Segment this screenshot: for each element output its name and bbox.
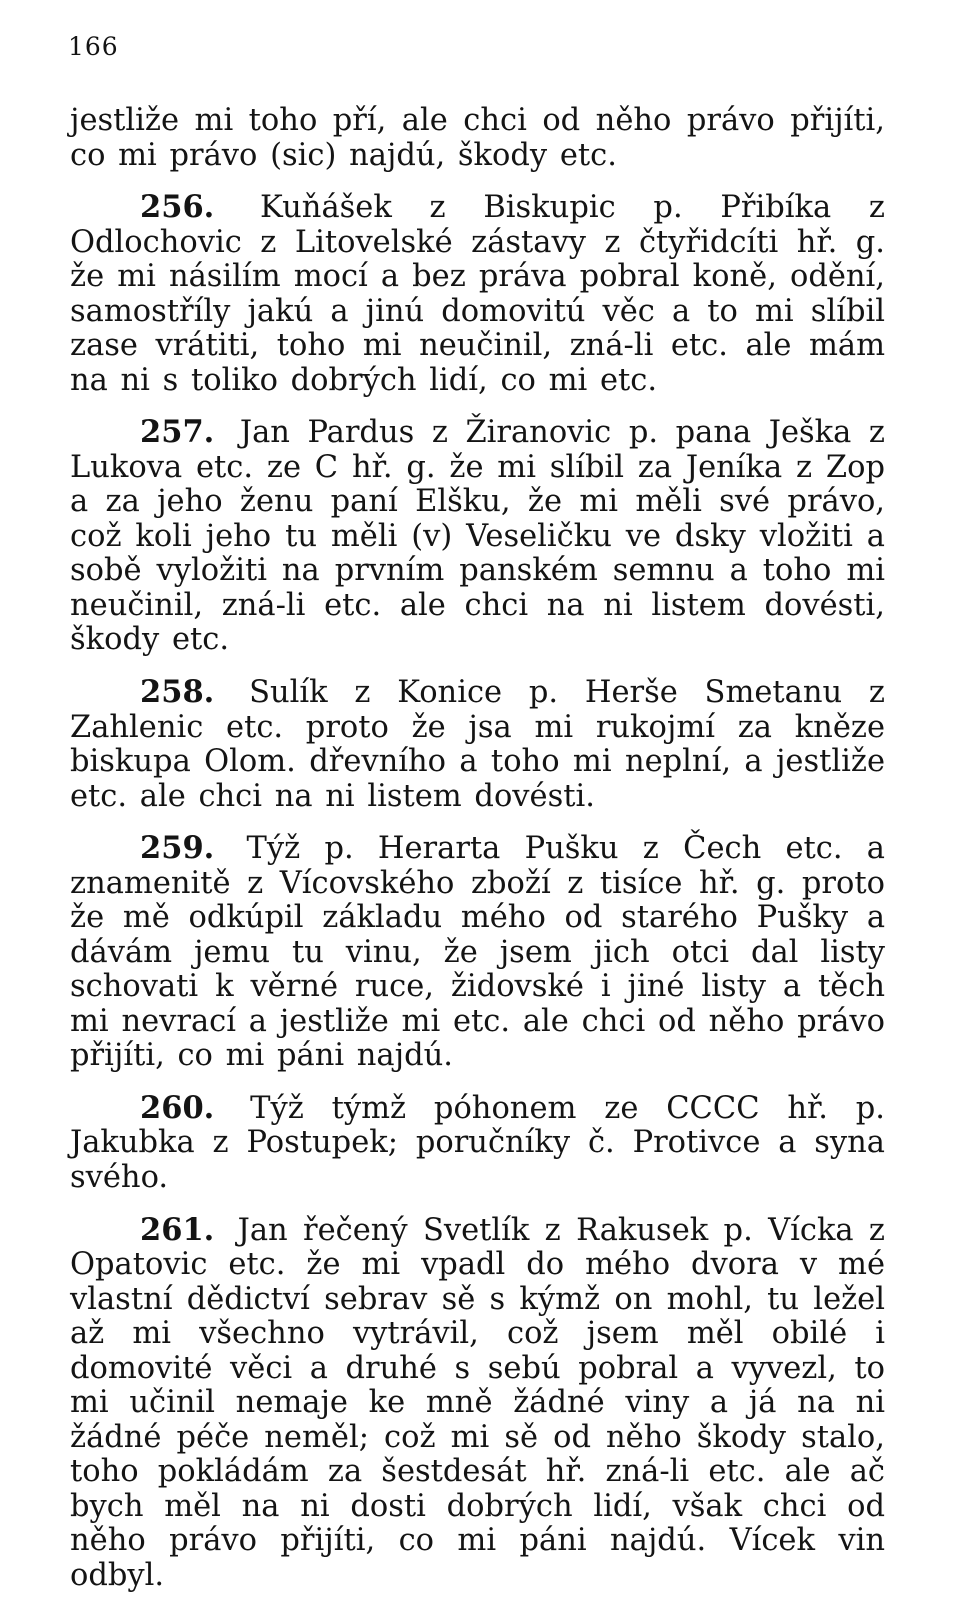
entry-text: Jan řečený Svetlík z Rakusek p. Vícka z Opatovic etc. že mi vpadl do mého dvora v mé vlastní dědictví sebrav sě s kýmž on mohl, tu ležel až mi všechno vytrávil, což jsem měl obilé i domovité věci a druhé s sebú pobral a vyvezl, to mi učinil nemaje ke mně žádné viny a já na ni žádné péče neměl; což mi sě od něho škody stalo, toho pokládám za šestdesát hř. zná-li etc. ale ač bych měl na ni dosti dobrých lidí, však chci od něho právo přijíti, co mi páni najdú. Vícek vin odbyl. <box>70 1212 885 1593</box>
document-body <box>70 104 885 1610</box>
entry-number: 256. <box>140 189 215 226</box>
entry-text: Jan Pardus z Žiranovic p. pana Ješka z Lukova etc. ze C hř. g. že mi slíbil za Jeníka z Zop a za jeho ženu paní Elšku, že mi měli své právo, což koli jeho tu měli (v) Veseličku ve dsky vložiti a sobě vyložiti na prvním panském semnu a toho mi neučinil, zná-li etc. ale chci na ni listem dovésti, škody etc. <box>70 415 885 658</box>
entry-paragraph <box>70 1091 885 1196</box>
entry-number: 261. <box>140 1211 215 1248</box>
entry-paragraph <box>70 415 885 658</box>
entry-number: 258. <box>140 674 215 711</box>
page-number: 166 <box>68 32 119 61</box>
entry-text: Týž p. Herarta Pušku z Čech etc. a znamenitě z Vícovského zboží z tisíce hř. g. proto že mě odkúpil základu mého od starého Pušky a dávám jemu tu vinu, že jsem jich otci dal listy schovati k věrné ruce, židovské i jiné listy a těch mi nevrací a jestliže mi etc. ale chci od něho právo přijíti, co mi páni najdú. <box>70 831 885 1074</box>
intro-paragraph: jestliže mi toho pří, ale chci od něho právo přijíti, co mi právo (sic) najdú, škody etc. <box>70 103 885 173</box>
entry-text: Sulík z Konice p. Herše Smetanu z Zahlenic etc. proto že jsa mi rukojmí za kněze biskupa Olom. dřevního a toho mi neplní, a jestliže etc. ale chci na ni listem dovésti. <box>70 675 885 814</box>
entry-paragraph <box>70 190 885 398</box>
entry-paragraph <box>70 831 885 1074</box>
entry-text: Týž týmž póhonem ze CCCC hř. p. Jakubka z Postupek; poručníky č. Protivce a syna svého. <box>70 1090 885 1195</box>
entry-paragraph <box>70 1213 885 1594</box>
entry-paragraph <box>70 675 885 814</box>
entry-number: 260. <box>140 1089 215 1126</box>
entry-number: 259. <box>140 830 215 867</box>
entry-number: 257. <box>140 414 215 451</box>
entry-text: Kuňášek z Biskupic p. Přibíka z Odlochovic z Litovelské zástavy z čtyřidcíti hř. g. že mi násilím mocí a bez práva pobral koně, odění, samostříly jakú a jinú domovitú věc a to mi slíbil zase vrátiti, toho mi neučinil, zná-li etc. ale mám na ni s toliko dobrých lidí, co mi etc. <box>70 190 885 398</box>
